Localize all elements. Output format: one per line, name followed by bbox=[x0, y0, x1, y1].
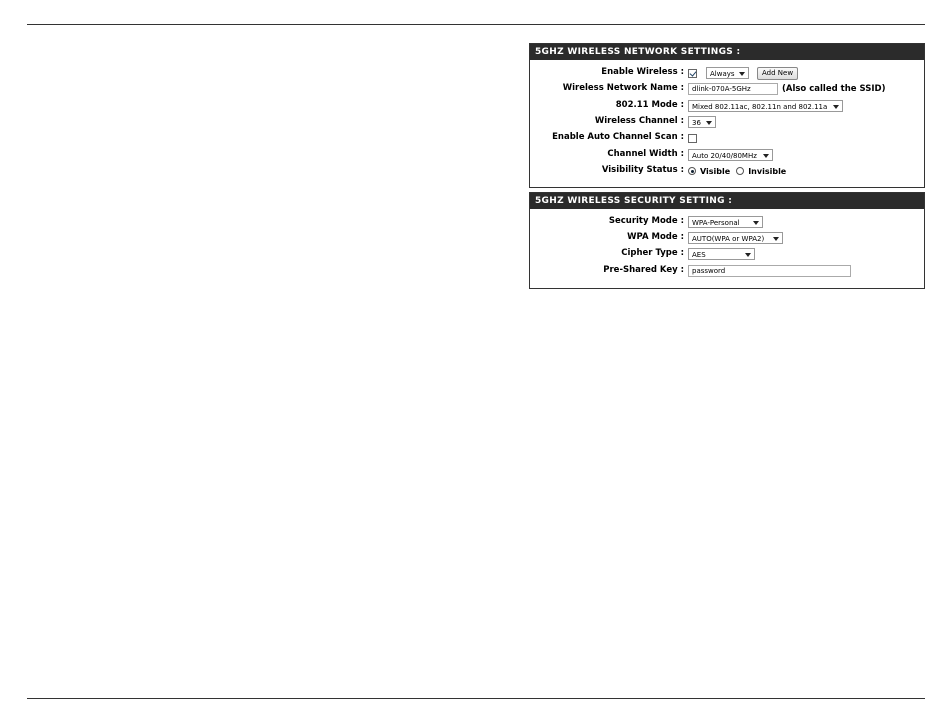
chevron-down-icon bbox=[739, 72, 745, 76]
bottom-divider bbox=[27, 698, 925, 699]
wpa-mode-row bbox=[530, 231, 924, 247]
channel-width-select-value: Auto 20/40/80MHz bbox=[692, 152, 757, 160]
security-settings-panel bbox=[529, 192, 925, 289]
chevron-down-icon bbox=[745, 253, 751, 257]
schedule-select[interactable] bbox=[706, 67, 749, 79]
cipher-select[interactable] bbox=[688, 248, 755, 260]
psk-row bbox=[530, 264, 924, 280]
wpa-mode-label: WPA Mode : bbox=[627, 232, 684, 242]
psk-label: Pre-Shared Key : bbox=[603, 265, 684, 275]
wpa-mode-select[interactable] bbox=[688, 232, 783, 244]
security-mode-select[interactable] bbox=[688, 216, 763, 228]
invisible-radio-label: Invisible bbox=[748, 166, 787, 176]
mode-select[interactable] bbox=[688, 100, 843, 112]
invisible-radio[interactable] bbox=[736, 167, 744, 175]
top-divider bbox=[27, 24, 925, 25]
security-mode-select-value: WPA-Personal bbox=[692, 219, 740, 227]
network-settings-header: 5GHZ WIRELESS NETWORK SETTINGS : bbox=[530, 44, 924, 60]
network-name-input[interactable]: dlink-070A-5GHz bbox=[688, 83, 778, 95]
mode-label: 802.11 Mode : bbox=[615, 100, 684, 110]
chevron-down-icon bbox=[773, 237, 779, 241]
channel-width-row bbox=[530, 148, 924, 164]
enable-wireless-checkbox[interactable] bbox=[688, 69, 697, 78]
channel-label: Wireless Channel : bbox=[594, 116, 684, 126]
visible-radio[interactable] bbox=[688, 167, 696, 175]
channel-select-value: 36 bbox=[692, 119, 701, 127]
channel-width-select[interactable] bbox=[688, 149, 773, 161]
channel-row bbox=[530, 115, 924, 131]
mode-row bbox=[530, 99, 924, 115]
channel-select[interactable] bbox=[688, 116, 716, 128]
chevron-down-icon bbox=[706, 121, 712, 125]
security-settings-header: 5GHZ WIRELESS SECURITY SETTING : bbox=[530, 193, 924, 209]
enable-wireless-row bbox=[530, 66, 924, 82]
visible-radio-label: Visible bbox=[700, 166, 731, 176]
network-name-row bbox=[530, 82, 924, 98]
security-mode-label: Security Mode : bbox=[608, 216, 684, 226]
ssid-note: (Also called the SSID) bbox=[782, 84, 886, 94]
channel-width-label: Channel Width : bbox=[607, 149, 684, 159]
wpa-mode-select-value: AUTO(WPA or WPA2) bbox=[692, 235, 765, 243]
schedule-select-value: Always bbox=[710, 70, 735, 78]
mode-select-value: Mixed 802.11ac, 802.11n and 802.11a bbox=[692, 103, 828, 111]
chevron-down-icon bbox=[763, 154, 769, 158]
cipher-row bbox=[530, 247, 924, 263]
auto-scan-row bbox=[530, 131, 924, 147]
psk-input[interactable]: password bbox=[688, 265, 851, 277]
visibility-row bbox=[530, 164, 924, 180]
enable-wireless-label: Enable Wireless : bbox=[601, 67, 684, 77]
network-settings-panel bbox=[529, 43, 925, 188]
cipher-select-value: AES bbox=[692, 251, 706, 259]
cipher-label: Cipher Type : bbox=[621, 248, 684, 258]
visibility-label: Visibility Status : bbox=[601, 165, 684, 175]
add-new-button[interactable]: Add New bbox=[757, 67, 798, 80]
chevron-down-icon bbox=[833, 105, 839, 109]
auto-scan-checkbox[interactable] bbox=[688, 134, 697, 143]
auto-scan-label: Enable Auto Channel Scan : bbox=[552, 132, 684, 142]
security-mode-row bbox=[530, 215, 924, 231]
network-name-label: Wireless Network Name : bbox=[562, 83, 684, 93]
chevron-down-icon bbox=[753, 221, 759, 225]
